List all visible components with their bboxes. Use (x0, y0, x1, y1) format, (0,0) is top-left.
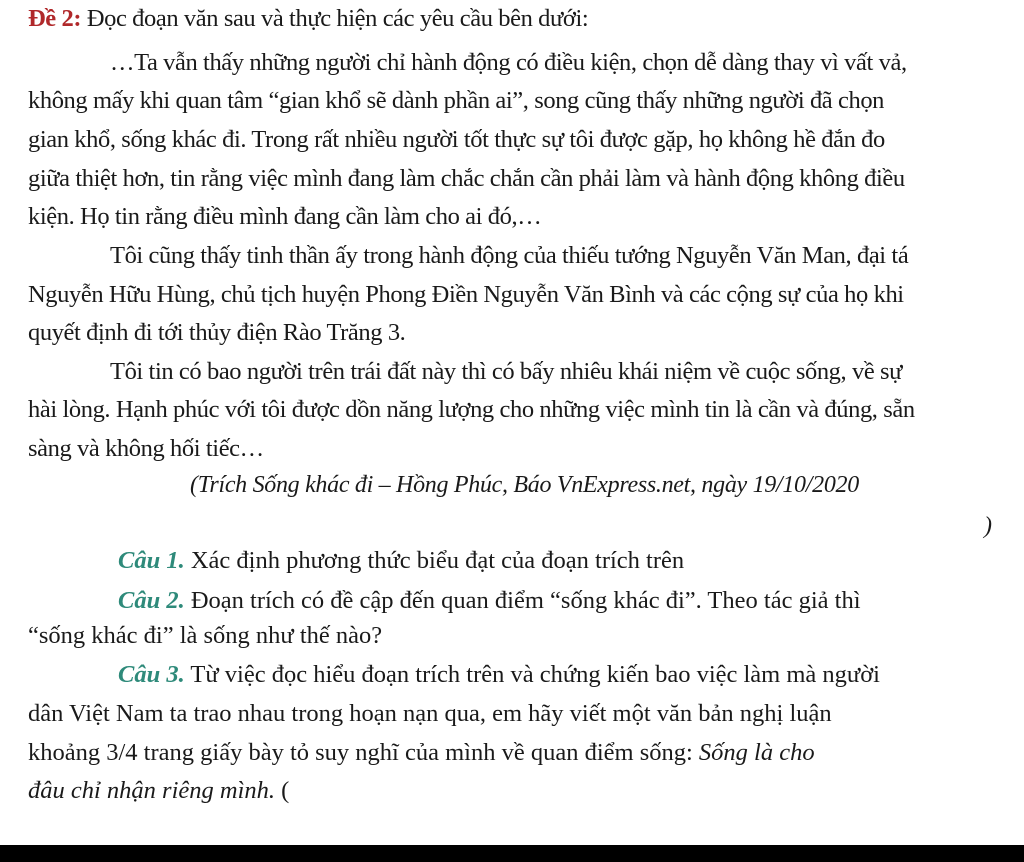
passage-line: sàng và không hối tiếc… (28, 435, 264, 462)
question-3-line (28, 776, 1008, 806)
question-3-text-part: khoảng 3/4 trang giấy bày tỏ suy nghĩ của mình về quan điểm sống: (28, 739, 699, 766)
question-1 (118, 546, 1010, 576)
question-3 (118, 660, 1010, 690)
question-1-text: Xác định phương thức biểu đạt của đoạn trích trên (184, 547, 685, 574)
question-2 (118, 586, 1010, 616)
question-3-tail: ( (275, 777, 290, 804)
source-citation-close: ) (984, 513, 992, 539)
source-citation: (Trích Sống khác đi – Hồng Phúc, Báo VnExpress.net, ngày 19/10/2020 (190, 472, 859, 498)
passage-line: Nguyễn Hữu Hùng, chủ tịch huyện Phong Điền Nguyễn Văn Bình và các cộng sự của họ khi (28, 281, 904, 308)
question-3-quote: Sống là cho (698, 739, 815, 766)
question-3-line: dân Việt Nam ta trao nhau trong hoạn nạn qua, em hãy viết một văn bản nghị luận (28, 700, 832, 727)
exam-instruction: Đọc đoạn văn sau và thực hiện các yêu cầu bên dưới: (81, 5, 589, 32)
question-3-line (28, 738, 1008, 768)
passage-line: Tôi cũng thấy tinh thần ấy trong hành động của thiếu tướng Nguyễn Văn Man, đại tá (110, 242, 909, 269)
passage-line: không mấy khi quan tâm “gian khổ sẽ dành phần ai”, song cũng thấy những người đã chọn (28, 87, 885, 114)
passage-line: hài lòng. Hạnh phúc với tôi được dồn năng lượng cho những việc mình tin là cần và đúng, sẵn (28, 396, 915, 423)
passage-line: gian khổ, sống khác đi. Trong rất nhiều người tốt thực sự tôi được gặp, họ không hề đắn đo (28, 126, 885, 153)
bottom-black-bar (0, 845, 1024, 862)
question-1-label: Câu 1. (118, 547, 185, 574)
question-3-label: Câu 3. (118, 661, 185, 688)
passage-line: Tôi tin có bao người trên trái đất này thì có bấy nhiêu khái niệm về cuộc sống, về sự (110, 358, 903, 385)
question-2-label: Câu 2. (118, 587, 185, 614)
question-3-quote-end: đâu chỉ nhận riêng mình. (28, 777, 276, 804)
question-2-text: Đoạn trích có đề cập đến quan điểm “sống khác đi”. Theo tác giả thì (184, 587, 861, 614)
question-3-text: Từ việc đọc hiểu đoạn trích trên và chứng kiến bao việc làm mà người (184, 661, 880, 688)
exam-number-label: Đề 2: (28, 5, 82, 32)
passage-line: giữa thiệt hơn, tin rằng việc mình đang làm chắc chắn cần phải làm và hành động không điều (28, 165, 905, 192)
passage-line: …Ta vẫn thấy những người chỉ hành động có điều kiện, chọn dễ dàng thay vì vất vả, (110, 49, 907, 76)
question-2-line: “sống khác đi” là sống như thế nào? (28, 622, 383, 649)
passage-line: quyết định đi tới thủy điện Rào Trăng 3. (28, 319, 406, 346)
passage-line: kiện. Họ tin rằng điều mình đang cần làm cho ai đó,… (28, 203, 542, 230)
exam-heading (28, 4, 1008, 34)
